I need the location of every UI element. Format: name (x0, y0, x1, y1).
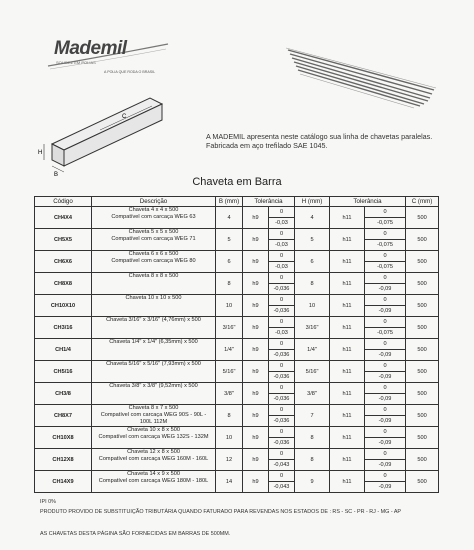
b-tolerance-upper: 0 (269, 471, 294, 482)
h-tolerance-lower: -0,075 (377, 242, 393, 248)
col-header-tolerancia-b: Tolerância (243, 197, 295, 207)
table-row (35, 295, 439, 317)
h-tolerance-upper: 0 (365, 207, 405, 218)
h-fit-cell: h11 (330, 427, 365, 449)
h-tolerance-cell (365, 317, 406, 339)
b-tolerance-upper: 0 (269, 295, 294, 306)
b-tolerance-cell (269, 449, 295, 471)
key-dimension-drawing (30, 88, 180, 176)
length-label: C (122, 114, 127, 120)
code-cell: CH12X8 (35, 449, 92, 471)
h-tolerance-cell (365, 251, 406, 273)
h-cell: 10 (295, 295, 330, 317)
h-tolerance-upper: 0 (365, 361, 405, 372)
description-cell (92, 405, 216, 427)
description-cell (92, 383, 216, 405)
b-cell: 14 (216, 471, 243, 493)
h-tolerance-lower: -0,09 (378, 286, 392, 292)
table-row (35, 317, 439, 339)
b-fit-cell: h9 (243, 405, 269, 427)
compatibility-line: Compatível com carcaça WEG 63 (111, 214, 196, 220)
h-tolerance-lower: -0,09 (378, 374, 392, 380)
b-cell: 3/16" (216, 317, 243, 339)
b-cell: 8 (216, 405, 243, 427)
description-cell (92, 207, 216, 229)
code-cell: CH1/4 (35, 339, 92, 361)
b-tolerance-cell (269, 427, 295, 449)
b-tolerance-lower: -0,043 (273, 462, 290, 468)
h-tolerance-lower: -0,09 (378, 440, 392, 446)
table-row (35, 449, 439, 471)
description-cell (92, 449, 216, 471)
h-fit-cell: h11 (330, 471, 365, 493)
h-cell: 9 (295, 471, 330, 493)
h-tolerance-lower: -0,09 (378, 396, 392, 402)
b-fit-cell: h9 (243, 383, 269, 405)
h-cell: 8 (295, 273, 330, 295)
logo-subtitle: SOLIDEZ EM POLIAS (56, 60, 96, 65)
b-cell: 4 (216, 207, 243, 229)
h-fit-cell: h11 (330, 361, 365, 383)
description-line: Chaveta 14 x 9 x 500 (127, 471, 180, 477)
code-cell: CH4X4 (35, 207, 92, 229)
h-fit-cell: h11 (330, 317, 365, 339)
description-cell (92, 471, 216, 493)
b-tolerance-cell (269, 383, 295, 405)
code-cell: CH3/16 (35, 317, 92, 339)
h-tolerance-lower: -0,09 (378, 308, 392, 314)
b-tolerance-lower: -0,036 (273, 418, 290, 424)
height-label: H (38, 150, 43, 156)
b-tolerance-lower: -0,03 (275, 242, 288, 248)
h-tolerance-lower: -0,09 (378, 462, 392, 468)
h-fit-cell: h11 (330, 251, 365, 273)
h-tolerance-upper: 0 (365, 317, 405, 328)
code-cell: CH3/8 (35, 383, 92, 405)
h-fit-cell: h11 (330, 449, 365, 471)
description-cell (92, 295, 216, 317)
h-tolerance-cell (365, 427, 406, 449)
compatibility-line: Compatível com carcaça WEG 90S - 90L - (100, 412, 207, 418)
c-cell: 500 (406, 251, 439, 273)
h-tolerance-cell (365, 229, 406, 251)
description-cell (92, 361, 216, 383)
tax-note: PRODUTO PROVIDO DE SUBSTITUIÇÃO TRIBUTÁRIA QUANDO FATURADO PARA REVENDAS NOS ESTADOS DE : RS - SC - PR - RJ - MG - AP (40, 509, 402, 515)
table-row (35, 251, 439, 273)
compatibility-line: Compatível com carcaça WEG 160M - 160L (98, 456, 209, 462)
compatibility-line: Compatível com carcaça WEG 180M - 180L (98, 478, 209, 484)
h-tolerance-lower: -0,075 (377, 264, 393, 270)
h-fit-cell: h11 (330, 229, 365, 251)
table-row (35, 339, 439, 361)
b-tolerance-cell (269, 207, 295, 229)
b-fit-cell: h9 (243, 295, 269, 317)
h-fit-cell: h11 (330, 405, 365, 427)
width-label: B (54, 172, 59, 176)
c-cell: 500 (406, 207, 439, 229)
description-line: Chaveta 1/4" x 1/4" (6,35mm) x 500 (109, 339, 198, 345)
c-cell: 500 (406, 339, 439, 361)
h-tolerance-cell (365, 405, 406, 427)
ipi-note: IPI 0% (40, 499, 56, 505)
h-fit-cell: h11 (330, 339, 365, 361)
c-cell: 500 (406, 449, 439, 471)
h-tolerance-upper: 0 (365, 273, 405, 284)
b-tolerance-upper: 0 (269, 405, 294, 416)
h-fit-cell: h11 (330, 207, 365, 229)
b-fit-cell: h9 (243, 471, 269, 493)
b-tolerance-upper: 0 (269, 383, 294, 394)
b-tolerance-upper: 0 (269, 361, 294, 372)
b-tolerance-lower: -0,036 (273, 440, 290, 446)
b-cell: 8 (216, 273, 243, 295)
compatibility-line: Compatível com carcaça WEG 132S - 132M (98, 434, 209, 440)
h-fit-cell: h11 (330, 273, 365, 295)
bar-length-note: AS CHAVETAS DESTA PÁGINA SÃO FORNECIDAS EM BARRAS DE 500MM. (40, 531, 231, 537)
mademil-logo (46, 36, 170, 76)
code-cell: CH8X7 (35, 405, 92, 427)
h-tolerance-lower: -0,09 (378, 352, 392, 358)
b-fit-cell: h9 (243, 251, 269, 273)
c-cell: 500 (406, 317, 439, 339)
b-tolerance-cell (269, 339, 295, 361)
b-tolerance-cell (269, 361, 295, 383)
h-tolerance-upper: 0 (365, 405, 405, 416)
h-cell: 3/8" (295, 383, 330, 405)
h-tolerance-lower: -0,09 (378, 484, 392, 490)
b-cell: 10 (216, 295, 243, 317)
h-cell: 5/16" (295, 361, 330, 383)
b-tolerance-lower: -0,043 (273, 484, 290, 490)
h-tolerance-upper: 0 (365, 383, 405, 394)
description-cell (92, 273, 216, 295)
table-row (35, 471, 439, 493)
table-row (35, 273, 439, 295)
c-cell: 500 (406, 295, 439, 317)
b-tolerance-lower: -0,036 (273, 396, 290, 402)
b-tolerance-upper: 0 (269, 317, 294, 328)
col-header-h: H (mm) (295, 197, 330, 207)
h-tolerance-cell (365, 295, 406, 317)
b-cell: 5 (216, 229, 243, 251)
b-fit-cell: h9 (243, 207, 269, 229)
b-tolerance-upper: 0 (269, 273, 294, 284)
b-fit-cell: h9 (243, 361, 269, 383)
b-tolerance-upper: 0 (269, 229, 294, 240)
spec-table (34, 196, 439, 493)
logo-name: Mademil (54, 38, 127, 59)
b-tolerance-cell (269, 295, 295, 317)
description-line: Chaveta 10 x 8 x 500 (127, 427, 180, 433)
b-fit-cell: h9 (243, 273, 269, 295)
h-tolerance-cell (365, 207, 406, 229)
b-tolerance-lower: -0,036 (273, 352, 290, 358)
h-cell: 4 (295, 207, 330, 229)
h-tolerance-cell (365, 361, 406, 383)
description-cell (92, 251, 216, 273)
b-tolerance-upper: 0 (269, 207, 294, 218)
table-row (35, 229, 439, 251)
description-cell (92, 229, 216, 251)
table-row (35, 405, 439, 427)
col-header-descricao: Descrição (92, 197, 216, 207)
b-tolerance-upper: 0 (269, 449, 294, 460)
h-tolerance-cell (365, 383, 406, 405)
description-cell (92, 339, 216, 361)
h-tolerance-lower: -0,075 (377, 330, 393, 336)
b-tolerance-cell (269, 251, 295, 273)
b-tolerance-cell (269, 471, 295, 493)
h-tolerance-cell (365, 449, 406, 471)
h-tolerance-upper: 0 (365, 295, 405, 306)
b-cell: 12 (216, 449, 243, 471)
b-cell: 3/8" (216, 383, 243, 405)
h-cell: 8 (295, 449, 330, 471)
compatibility-line: Compatível com carcaça WEG 80 (111, 258, 196, 264)
c-cell: 500 (406, 273, 439, 295)
b-tolerance-lower: -0,036 (273, 286, 290, 292)
code-cell: CH6X6 (35, 251, 92, 273)
compatibility-line: Compatível com carcaça WEG 71 (111, 236, 196, 242)
table-row (35, 427, 439, 449)
table-header-row (35, 197, 439, 207)
h-fit-cell: h11 (330, 295, 365, 317)
description-cell (92, 427, 216, 449)
steel-bars-illustration (284, 44, 440, 110)
h-cell: 7 (295, 405, 330, 427)
h-tolerance-cell (365, 273, 406, 295)
description-line: Chaveta 5 x 5 x 500 (128, 229, 179, 235)
h-tolerance-upper: 0 (365, 427, 405, 438)
description-line: Chaveta 3/16" x 3/16" (4,76mm) x 500 (106, 317, 201, 323)
description-line: Chaveta 4 x 4 x 500 (128, 207, 179, 213)
b-cell: 1/4" (216, 339, 243, 361)
c-cell: 500 (406, 383, 439, 405)
description-line: Chaveta 8 x 8 x 500 (128, 273, 179, 279)
c-cell: 500 (406, 229, 439, 251)
h-cell: 6 (295, 251, 330, 273)
logo-tagline: A POLIA QUE RODA O BRASIL (104, 70, 156, 74)
h-cell: 1/4" (295, 339, 330, 361)
compatibility-line-2: 100L 112M (139, 419, 168, 425)
b-tolerance-upper: 0 (269, 427, 294, 438)
code-cell: CH10X10 (35, 295, 92, 317)
h-tolerance-cell (365, 339, 406, 361)
b-tolerance-lower: -0,036 (273, 308, 290, 314)
c-cell: 500 (406, 361, 439, 383)
h-tolerance-upper: 0 (365, 229, 405, 240)
h-cell: 5 (295, 229, 330, 251)
h-fit-cell: h11 (330, 383, 365, 405)
b-tolerance-lower: -0,03 (275, 220, 288, 226)
col-header-b: B (mm) (216, 197, 243, 207)
table-row (35, 207, 439, 229)
h-tolerance-upper: 0 (365, 471, 405, 482)
h-tolerance-upper: 0 (365, 339, 405, 350)
description-line: Chaveta 5/16" x 5/16" (7,93mm) x 500 (106, 361, 201, 367)
description-cell (92, 317, 216, 339)
b-fit-cell: h9 (243, 317, 269, 339)
code-cell: CH5/16 (35, 361, 92, 383)
b-fit-cell: h9 (243, 339, 269, 361)
description-line: Chaveta 12 x 8 x 500 (127, 449, 180, 455)
h-cell: 8 (295, 427, 330, 449)
description-line: Chaveta 3/8" x 3/8" (9,52mm) x 500 (109, 383, 198, 389)
description-line: Chaveta 8 x 7 x 500 (128, 405, 179, 411)
b-tolerance-lower: -0,03 (275, 330, 288, 336)
h-tolerance-upper: 0 (365, 449, 405, 460)
code-cell: CH8X8 (35, 273, 92, 295)
b-cell: 6 (216, 251, 243, 273)
code-cell: CH5X5 (35, 229, 92, 251)
description-line: Chaveta 6 x 6 x 500 (128, 251, 179, 257)
b-tolerance-upper: 0 (269, 251, 294, 262)
b-tolerance-cell (269, 229, 295, 251)
h-cell: 3/16" (295, 317, 330, 339)
h-tolerance-cell (365, 471, 406, 493)
c-cell: 500 (406, 471, 439, 493)
b-tolerance-cell (269, 273, 295, 295)
h-tolerance-lower: -0,09 (378, 418, 392, 424)
b-fit-cell: h9 (243, 229, 269, 251)
b-tolerance-upper: 0 (269, 339, 294, 350)
h-tolerance-lower: -0,075 (377, 220, 393, 226)
col-header-c: C (mm) (406, 197, 439, 207)
table-title: Chaveta em Barra (192, 176, 282, 188)
b-tolerance-cell (269, 317, 295, 339)
b-tolerance-cell (269, 405, 295, 427)
b-tolerance-lower: -0,036 (273, 374, 290, 380)
intro-text: A MADEMIL apresenta neste catálogo sua linha de chavetas paralelas. Fabricada em aço trefilado SAE 1045. (206, 132, 433, 150)
col-header-tolerancia-h: Tolerância (330, 197, 406, 207)
c-cell: 500 (406, 427, 439, 449)
table-row (35, 361, 439, 383)
b-cell: 5/16" (216, 361, 243, 383)
c-cell: 500 (406, 405, 439, 427)
col-header-codigo: Código (35, 197, 92, 207)
b-tolerance-lower: -0,03 (275, 264, 288, 270)
b-fit-cell: h9 (243, 449, 269, 471)
b-fit-cell: h9 (243, 427, 269, 449)
code-cell: CH10X8 (35, 427, 92, 449)
code-cell: CH14X9 (35, 471, 92, 493)
description-line: Chaveta 10 x 10 x 500 (125, 295, 182, 301)
b-cell: 10 (216, 427, 243, 449)
table-row (35, 383, 439, 405)
h-tolerance-upper: 0 (365, 251, 405, 262)
